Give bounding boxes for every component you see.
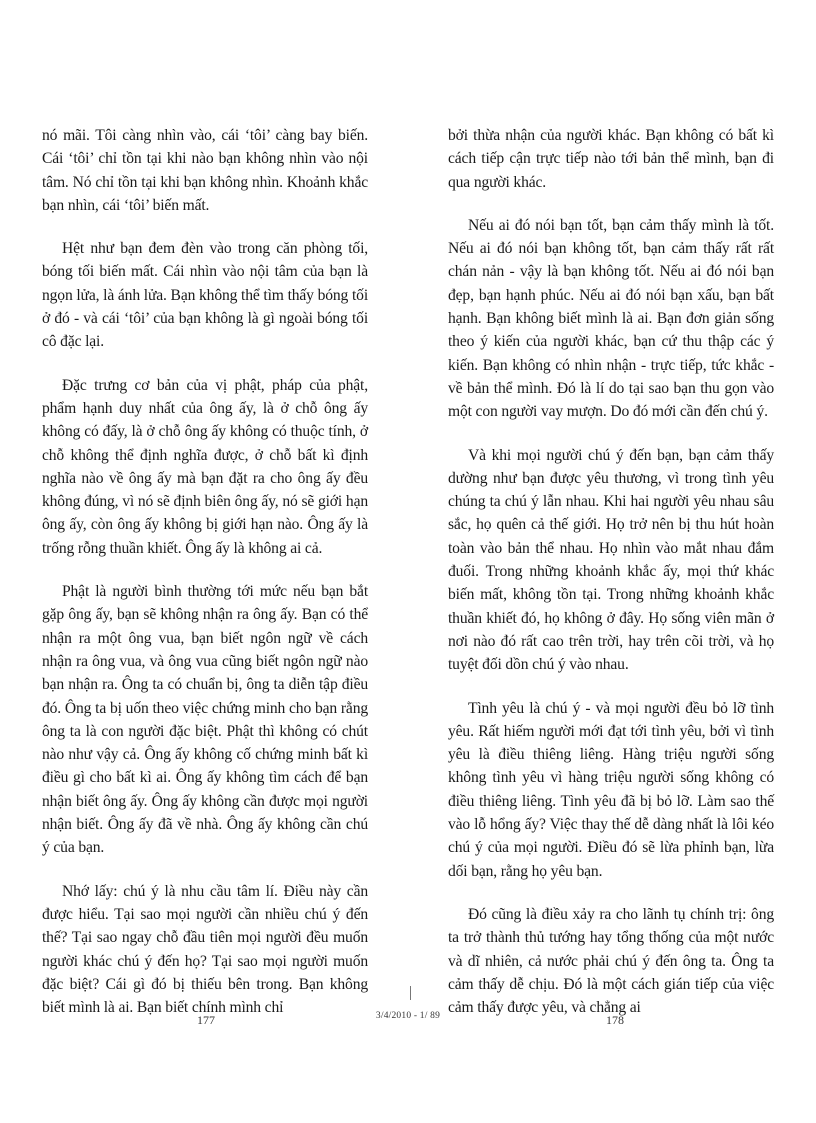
- print-date-footer: 3/4/2010 - 1/ 89: [375, 1011, 441, 1021]
- paragraph: Hệt như bạn đem đèn vào trong căn phòng tối, bóng tối biến mất. Cái nhìn vào nội tâm của bạn là ngọn lửa, là ánh lửa. Bạn không thể tìm thấy bóng tối ở đó - và cái ‘tôi’ của bạn không là gì ngoài bóng tối cô đặc lại.: [42, 240, 368, 351]
- paragraph: Nhớ lấy: chú ý là nhu cầu tâm lí. Điều này cần được hiểu. Tại sao mọi người cần nhiều chú ý đến thế? Tại sao ngay chỗ đầu tiên mọi người đều muốn người khác chú ý đến họ? Tại sao mọi người muốn đặc biệt? Cái gì đó bị thiếu bên trong. Bạn không biết mình là ai. Bạn biết chính mình chỉ: [42, 882, 368, 1017]
- paragraph: Đặc trưng cơ bản của vị phật, pháp của phật, phẩm hạnh duy nhất của ông ấy, là ở chỗ ông ấy không có đấy, là ở chỗ ông ấy không có thuộc tính, ở chỗ không thể định nghĩa được, ở chỗ bất kì định nghĩa nào về ông ấy mà bạn đặt ra cho ông ấy đều không đúng, vì nó sẽ định biên ông ấy, nó sẽ giới hạn ông ấy, còn ông ấy không bị giới hạn nào. Ông ấy là trống rỗng thuần khiết. Ông ấy là không ai cả.: [42, 376, 368, 557]
- paragraph: Đó cũng là điều xảy ra cho lãnh tụ chính trị: ông ta trở thành thủ tướng hay tổng thống của một nước và dĩ nhiên, cả nước phải chú ý đến ông ta. Ông ta cảm thấy dễ chịu. Đó là một cách gián tiếp của việc cảm thấy được yêu, và chẳng ai: [448, 905, 774, 1017]
- left-page-text-column: [42, 124, 368, 1039]
- right-page-text-column: [448, 124, 774, 1039]
- paragraph: bởi thừa nhận của người khác. Bạn không có bất kì cách tiếp cận trực tiếp nào tới bản thể mình, bạn đi qua người khác.: [448, 127, 774, 191]
- page-divider-mark: [410, 986, 411, 1000]
- paragraph: Và khi mọi người chú ý đến bạn, bạn cảm thấy dường như bạn được yêu thương, vì trong tình yêu chúng ta chú ý lẫn nhau. Khi hai người yêu nhau sâu sắc, họ quên cả thế giới. Họ trở nên bị thu hút hoàn toàn vào bản thể nhau. Họ nhìn vào mắt nhau đắm đuối. Trong những khoảnh khắc ấy, mọi thứ khác biến mất, không tồn tại. Trong những khoảnh khắc thuần khiết đó, họ không ở đây. Họ sống viên mãn ở nơi nào đó rất cao trên trời, hay trên cõi trời, và họ tuyệt đối dồn chú ý vào nhau.: [448, 446, 774, 674]
- paragraph: Nếu ai đó nói bạn tốt, bạn cảm thấy mình là tốt. Nếu ai đó nói bạn không tốt, bạn cảm thấy rất rất chán nản - vậy là bạn không tốt. Nếu ai đó nói bạn đẹp, bạn hạnh phúc. Nếu ai đó nói bạn xấu, bạn bất hạnh. Bạn không biết mình là ai. Bạn đơn giản sống theo ý kiến của người khác, bạn cứ thu thập các ý kiến. Bạn không có nhìn nhận - trực tiếp, tức khắc - về bản thể mình. Đó là lí do tại sao bạn thu gọn vào một con người vay mượn. Do đó mới cần đến chú ý.: [448, 216, 774, 421]
- paragraph: Tình yêu là chú ý - và mọi người đều bỏ lỡ tình yêu. Rất hiếm người mới đạt tới tình yêu, bởi vì tình yêu là điều thiêng liêng. Hàng triệu người sống không tình yêu vì hàng triệu người sống không có điều thiêng liêng. Tình yêu đã bị bỏ lỡ. Làm sao thế vào lỗ hổng ấy? Việc thay thế dễ dàng nhất là lôi kéo chú ý của mọi người. Điều đó sẽ lừa phỉnh bạn, lừa dối bạn, rằng họ yêu bạn.: [448, 699, 774, 880]
- right-page-number: 178: [606, 1013, 624, 1027]
- paragraph: Phật là người bình thường tới mức nếu bạn bắt gặp ông ấy, bạn sẽ không nhận ra ông ấy. Bạn có thể nhận ra một ông vua, bạn biết ngôn ngữ về cách nhận ra ông vua, và ông vua cũng biết ngôn ngữ nào bạn nhận ra. Ông ta có chuẩn bị, ông ta diễn tập điều đó. Ông ta bị uốn theo việc chứng minh cho bạn rằng ông ta là con người đặc biệt. Phật thì không có chút nào như vậy cả. Ông ấy không cố chứng minh bất kì điều gì cho bất kì ai. Ông ấy không tìm cách để bạn nhận biết ông ấy. Ông ấy không cần được mọi người nhận biết. Ông ấy đã về nhà. Ông ấy không cần chú ý của bạn.: [42, 583, 368, 857]
- paragraph: nó mãi. Tôi càng nhìn vào, cái ‘tôi’ càng bay biến. Cái ‘tôi’ chỉ tồn tại khi nào bạn không nhìn vào nội tâm. Nó chỉ tồn tại khi bạn không nhìn. Khoảnh khắc bạn nhìn, cái ‘tôi’ biến mất.: [42, 127, 368, 214]
- left-page-number: 177: [197, 1013, 215, 1027]
